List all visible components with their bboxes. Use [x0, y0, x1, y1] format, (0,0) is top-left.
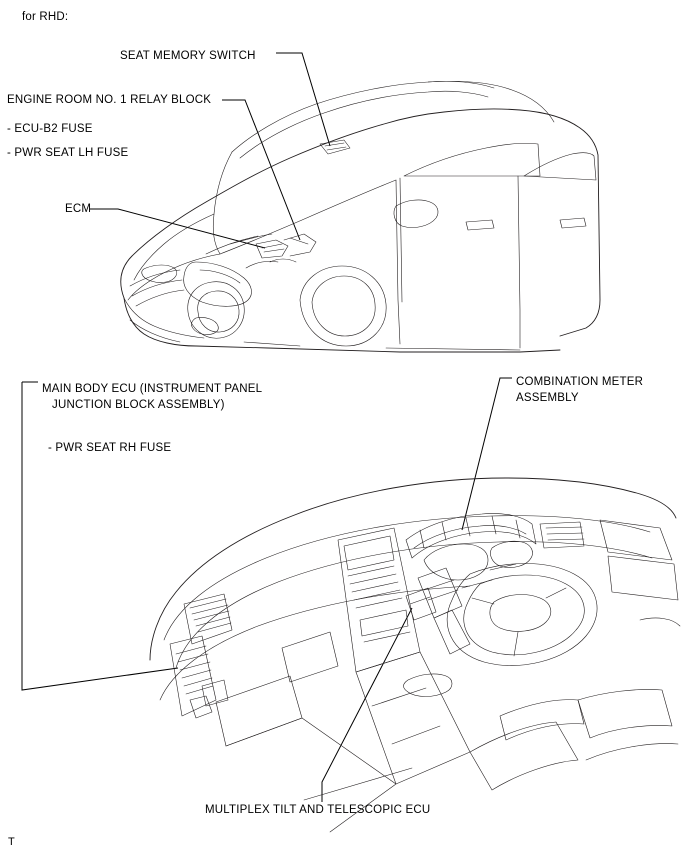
callout-ecm: ECM: [65, 203, 92, 215]
callout-engine-room-relay-block: ENGINE ROOM NO. 1 RELAY BLOCK: [7, 94, 212, 106]
callout-seat-memory-switch: SEAT MEMORY SWITCH: [120, 50, 256, 62]
page-heading: for RHD:: [22, 11, 69, 23]
callout-multiplex-tilt-telescopic-ecu: MULTIPLEX TILT AND TELESCOPIC ECU: [205, 804, 431, 816]
callout-main-body-ecu-line2: JUNCTION BLOCK ASSEMBLY): [52, 399, 225, 411]
footer-mark: T: [8, 836, 15, 848]
callout-main-body-ecu-line1: MAIN BODY ECU (INSTRUMENT PANEL: [42, 383, 263, 395]
callout-pwr-seat-lh-fuse: - PWR SEAT LH FUSE: [7, 147, 129, 159]
callout-ecu-b2-fuse: - ECU-B2 FUSE: [7, 123, 93, 135]
callout-pwr-seat-rh-fuse: - PWR SEAT RH FUSE: [48, 442, 172, 454]
callout-combination-meter-line1: COMBINATION METER: [516, 376, 644, 388]
callout-combination-meter-line2: ASSEMBLY: [516, 392, 579, 404]
